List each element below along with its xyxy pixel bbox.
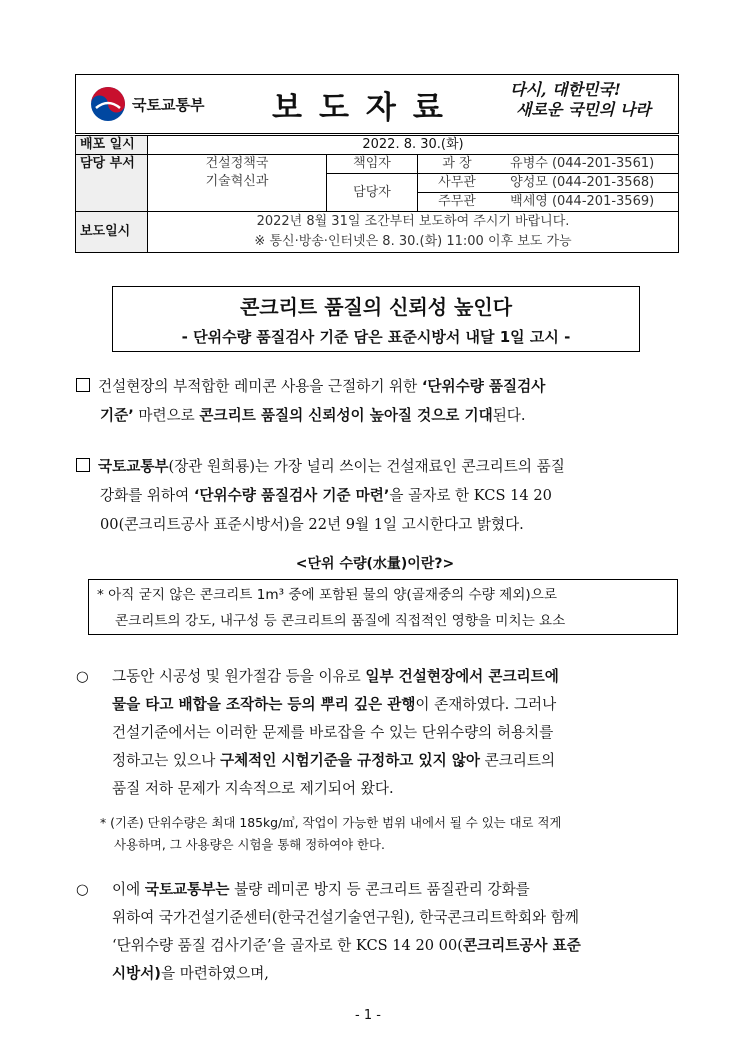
text: 콘크리트의 [479,752,556,769]
emphasis: 시방서) [112,965,161,982]
distribution-date: 2022. 8. 30.(화) [148,136,679,155]
staff-label: 담당자 [327,174,418,212]
distribution-label: 배포 일시 [76,136,148,155]
definition-box [88,579,678,635]
footnote-line-1: * (기존) 단위수량은 최대 185kg/㎥, 작업이 가능한 범위 내에서 될 수 있는 대로 적게 [100,815,562,830]
text: 건설현장의 부적합한 레미콘 사용을 근절하기 위한 [98,378,422,395]
bullet-1-line-3: 건설기준에서는 이러한 문제를 바로잡을 수 있는 단위수량의 허용치를 [112,724,554,741]
paragraph-1-line-2 [76,401,682,430]
department-bureau: 건설정책국 [205,156,269,171]
document-title: 보도자료 [272,90,460,126]
release-info-table [75,135,679,253]
report-time-label: 보도일시 [76,212,148,253]
bullet-2-line-3 [76,932,682,960]
bullet-1 [76,663,682,803]
headline-box [112,286,640,352]
report-time-line-2: ※ 통신·방송·인터넷은 8. 30.(화) 11:00 이후 보도 가능 [254,234,572,249]
emphasis: 물을 타고 배합을 조작하는 등의 뿌리 깊은 관행 [112,696,416,713]
emphasis: 콘크리트 품질의 신뢰성이 높아질 것으로 기대 [199,407,493,424]
text: 그동안 시공성 및 원가절감 등을 이유로 [112,668,366,685]
contact-rank: 사무관 [438,175,476,190]
emphasis: 국토교통부는 [144,881,230,898]
emphasis: 콘크리트공사 표준 [462,937,581,954]
text: 이 존재하였다. 그러나 [415,696,557,713]
text: (장관 원희룡)는 가장 널리 쓰이는 건설재료인 콘크리트의 품질 [168,458,565,475]
contact-rank: 과 장 [442,156,472,171]
circle-bullet-icon: ○ [76,881,89,898]
ministry-logo [90,86,250,122]
bullet-2-line-1 [76,876,682,904]
emphasis: 국토교통부 [98,458,169,475]
definition-line-1: * 아직 굳지 않은 콘크리트 1m³ 중에 포함된 물의 양(골재중의 수량 제외)으로 [97,587,557,603]
department-division: 기술혁신과 [205,174,269,189]
definition-heading: <단위 수량(水量)이란?> [295,556,455,572]
definition-line-2: 콘크리트의 강도, 내구성 등 콘크리트의 품질에 직접적인 영향을 미치는 요소 [115,613,566,629]
department-label: 담당 부서 [76,155,148,212]
bullet-1-line-1 [76,663,682,691]
footnote-line-2: 사용하며, 그 사용량은 시험을 통해 정하여야 한다. [114,837,385,852]
footnote [100,812,680,856]
page-number: - 1 - [355,1008,381,1023]
paragraph-1 [76,372,682,430]
emphasis: ‘단위수량 품질검사 기준 마련’ [193,487,390,504]
text: 이에 [112,881,145,898]
chief-label: 책임자 [327,155,418,174]
contact-row [418,174,679,193]
emphasis: 구체적인 시험기준을 규정하고 있지 않아 [219,752,480,769]
text: 정하고는 있으나 [112,752,220,769]
bullet-1-line-5: 품질 저하 문제가 지속적으로 제기되어 왔다. [112,780,394,797]
ministry-name: 국토교통부 [132,96,205,114]
contact-name: 유병수 (044-201-3561) [510,156,655,171]
text: 마련으로 [133,407,200,424]
bullet-2 [76,876,682,988]
department-name [148,155,327,212]
report-time-line-1: 2022년 8월 31일 조간부터 보도하여 주시기 바랍니다. [256,214,570,229]
paragraph-2-line-1 [76,452,682,481]
bullet-2-line-4 [76,960,682,988]
slogan-line-2: 새로운 국민의 나라 [516,100,651,119]
paragraph-1-line-1 [76,372,682,401]
headline-main: 콘크리트 품질의 신뢰성 높인다 [239,295,513,319]
contact-row [418,193,679,212]
text: 된다. [492,407,526,424]
contact-name: 백세영 (044-201-3569) [510,194,655,209]
emphasis: 일부 건설현장에서 콘크리트에 [365,668,559,685]
paragraph-2 [76,452,682,539]
paragraph-2-line-3: 00(콘크리트공사 표준시방서)을 22년 9월 1일 고시한다고 밝혔다. [100,516,524,533]
text: 강화를 위하여 [100,487,194,504]
emphasis: ‘단위수량 품질검사 [421,378,546,395]
text: 불량 레미콘 방지 등 콘크리트 품질관리 강화를 [229,881,530,898]
emphasis: 기준’ [100,407,134,424]
checkbox-square-icon [76,458,90,472]
text: 을 골자로 한 KCS 14 20 [389,487,552,504]
slogan-line-1: 다시, 대한민국! [510,80,621,99]
circle-bullet-icon: ○ [76,668,89,685]
bullet-1-line-4 [76,747,682,775]
text: ‘단위수량 품질 검사기준’을 골자로 한 KCS 14 20 00( [112,937,463,954]
checkbox-square-icon [76,378,90,392]
contact-rank: 주무관 [438,194,476,209]
text: 을 마련하였으며, [160,965,269,982]
report-time-value [148,212,679,253]
slogan [510,80,670,120]
paragraph-2-line-2 [76,481,682,510]
contact-name: 양성모 (044-201-3568) [510,175,655,190]
taegeuk-logo-icon [90,86,126,122]
bullet-2-line-2: 위하여 국가건설기준센터(한국건설기술연구원), 한국콘크리트학회와 함께 [112,909,579,926]
headline-sub: - 단위수량 품질검사 기준 담은 표준시방서 내달 1일 고시 - [181,328,571,346]
bullet-1-line-2 [76,691,682,719]
contact-row [418,155,679,174]
